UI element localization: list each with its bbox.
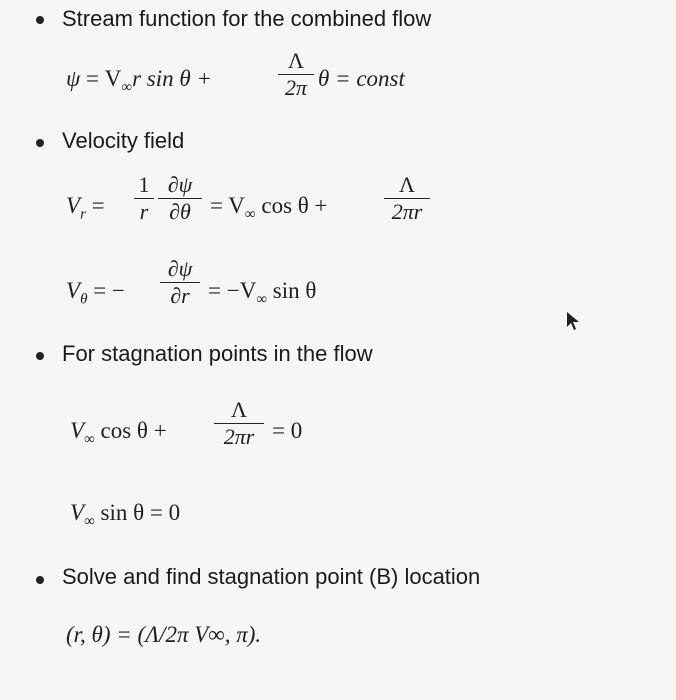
eq-stag-2-sin: sin θ = 0: [94, 500, 181, 525]
eq-psi-mid: r sin θ +: [132, 66, 212, 91]
theta-subscript: θ: [80, 291, 88, 308]
frac-den-dr: ∂r: [170, 283, 190, 308]
frac-num-lambda: Λ: [399, 172, 415, 197]
bullet-stagnation: [36, 352, 44, 360]
eq-stream-function: [66, 66, 212, 97]
v-symbol: V: [70, 418, 85, 443]
eq-stag-1-lhs: [70, 418, 167, 449]
eq-vtheta-sin: sin θ: [267, 278, 317, 303]
frac-dpsi-dr: [160, 256, 200, 309]
inf-subscript: ∞: [84, 513, 95, 530]
bullet-stream: [36, 16, 44, 24]
r-subscript: r: [80, 206, 86, 223]
eq-vr-lhs: [66, 193, 105, 224]
frac-num-lambda: Λ: [231, 397, 247, 422]
eq-vtheta-rhs: [208, 278, 316, 309]
inf-subscript: ∞: [244, 206, 256, 223]
eq-vr-equals-minus: =: [85, 193, 105, 218]
frac-den-2pir: 2πr: [391, 199, 423, 224]
eq-stag-1-cos: cos θ +: [94, 418, 167, 443]
frac-dpsi-dtheta: [158, 172, 202, 225]
inf-subscript: ∞: [256, 291, 268, 308]
v-symbol: V: [70, 500, 85, 525]
frac-lambda-2pir: [384, 172, 430, 225]
inf-subscript: ∞: [121, 79, 133, 96]
frac-den-2pir: 2πr: [223, 424, 255, 449]
inf-subscript: ∞: [84, 431, 95, 448]
heading-stagnation-points: For stagnation points in the flow: [62, 341, 373, 366]
frac-den-dtheta: ∂θ: [169, 199, 191, 224]
v-symbol: V: [66, 193, 81, 218]
bullet-velocity: [36, 139, 44, 147]
eq-psi-const: θ = const: [318, 66, 405, 91]
v-symbol: V: [66, 278, 81, 303]
eq-vr-cos: cos θ +: [255, 193, 328, 218]
frac-den-2pi: 2π: [284, 75, 308, 100]
eq-vtheta-mid: = −V: [208, 278, 257, 303]
eq-psi-equals-v: = V: [80, 66, 122, 91]
psi-symbol: ψ: [66, 66, 81, 91]
frac-num-lambda: Λ: [288, 48, 304, 73]
mouse-cursor-icon: [566, 311, 582, 331]
eq-stag-2: [70, 500, 180, 531]
frac-lambda-2pi: [278, 48, 314, 101]
heading-solve-stagnation: Solve and find stagnation point (B) location: [62, 564, 481, 589]
eq-vtheta-equals-minus: = −: [87, 278, 125, 303]
eq-vr-rhs: [210, 193, 328, 224]
frac-num-one: 1: [138, 172, 150, 197]
frac-den-r: r: [139, 199, 149, 224]
eq-result: (r, θ) = (Λ/2π V∞, π).: [66, 622, 262, 647]
heading-velocity-field: Velocity field: [62, 128, 185, 153]
heading-stream-function: Stream function for the combined flow: [62, 6, 432, 31]
eq-vtheta-lhs: [66, 278, 125, 309]
eq-stag-1-rhs: = 0: [272, 418, 303, 443]
frac-lambda-2pir: [214, 397, 264, 450]
frac-num-dpsi: ∂ψ: [167, 256, 193, 281]
frac-1-over-r: [134, 172, 154, 225]
frac-num-dpsi: ∂ψ: [167, 172, 193, 197]
bullet-solve: [36, 576, 44, 584]
eq-vr-mid: = V: [210, 193, 245, 218]
